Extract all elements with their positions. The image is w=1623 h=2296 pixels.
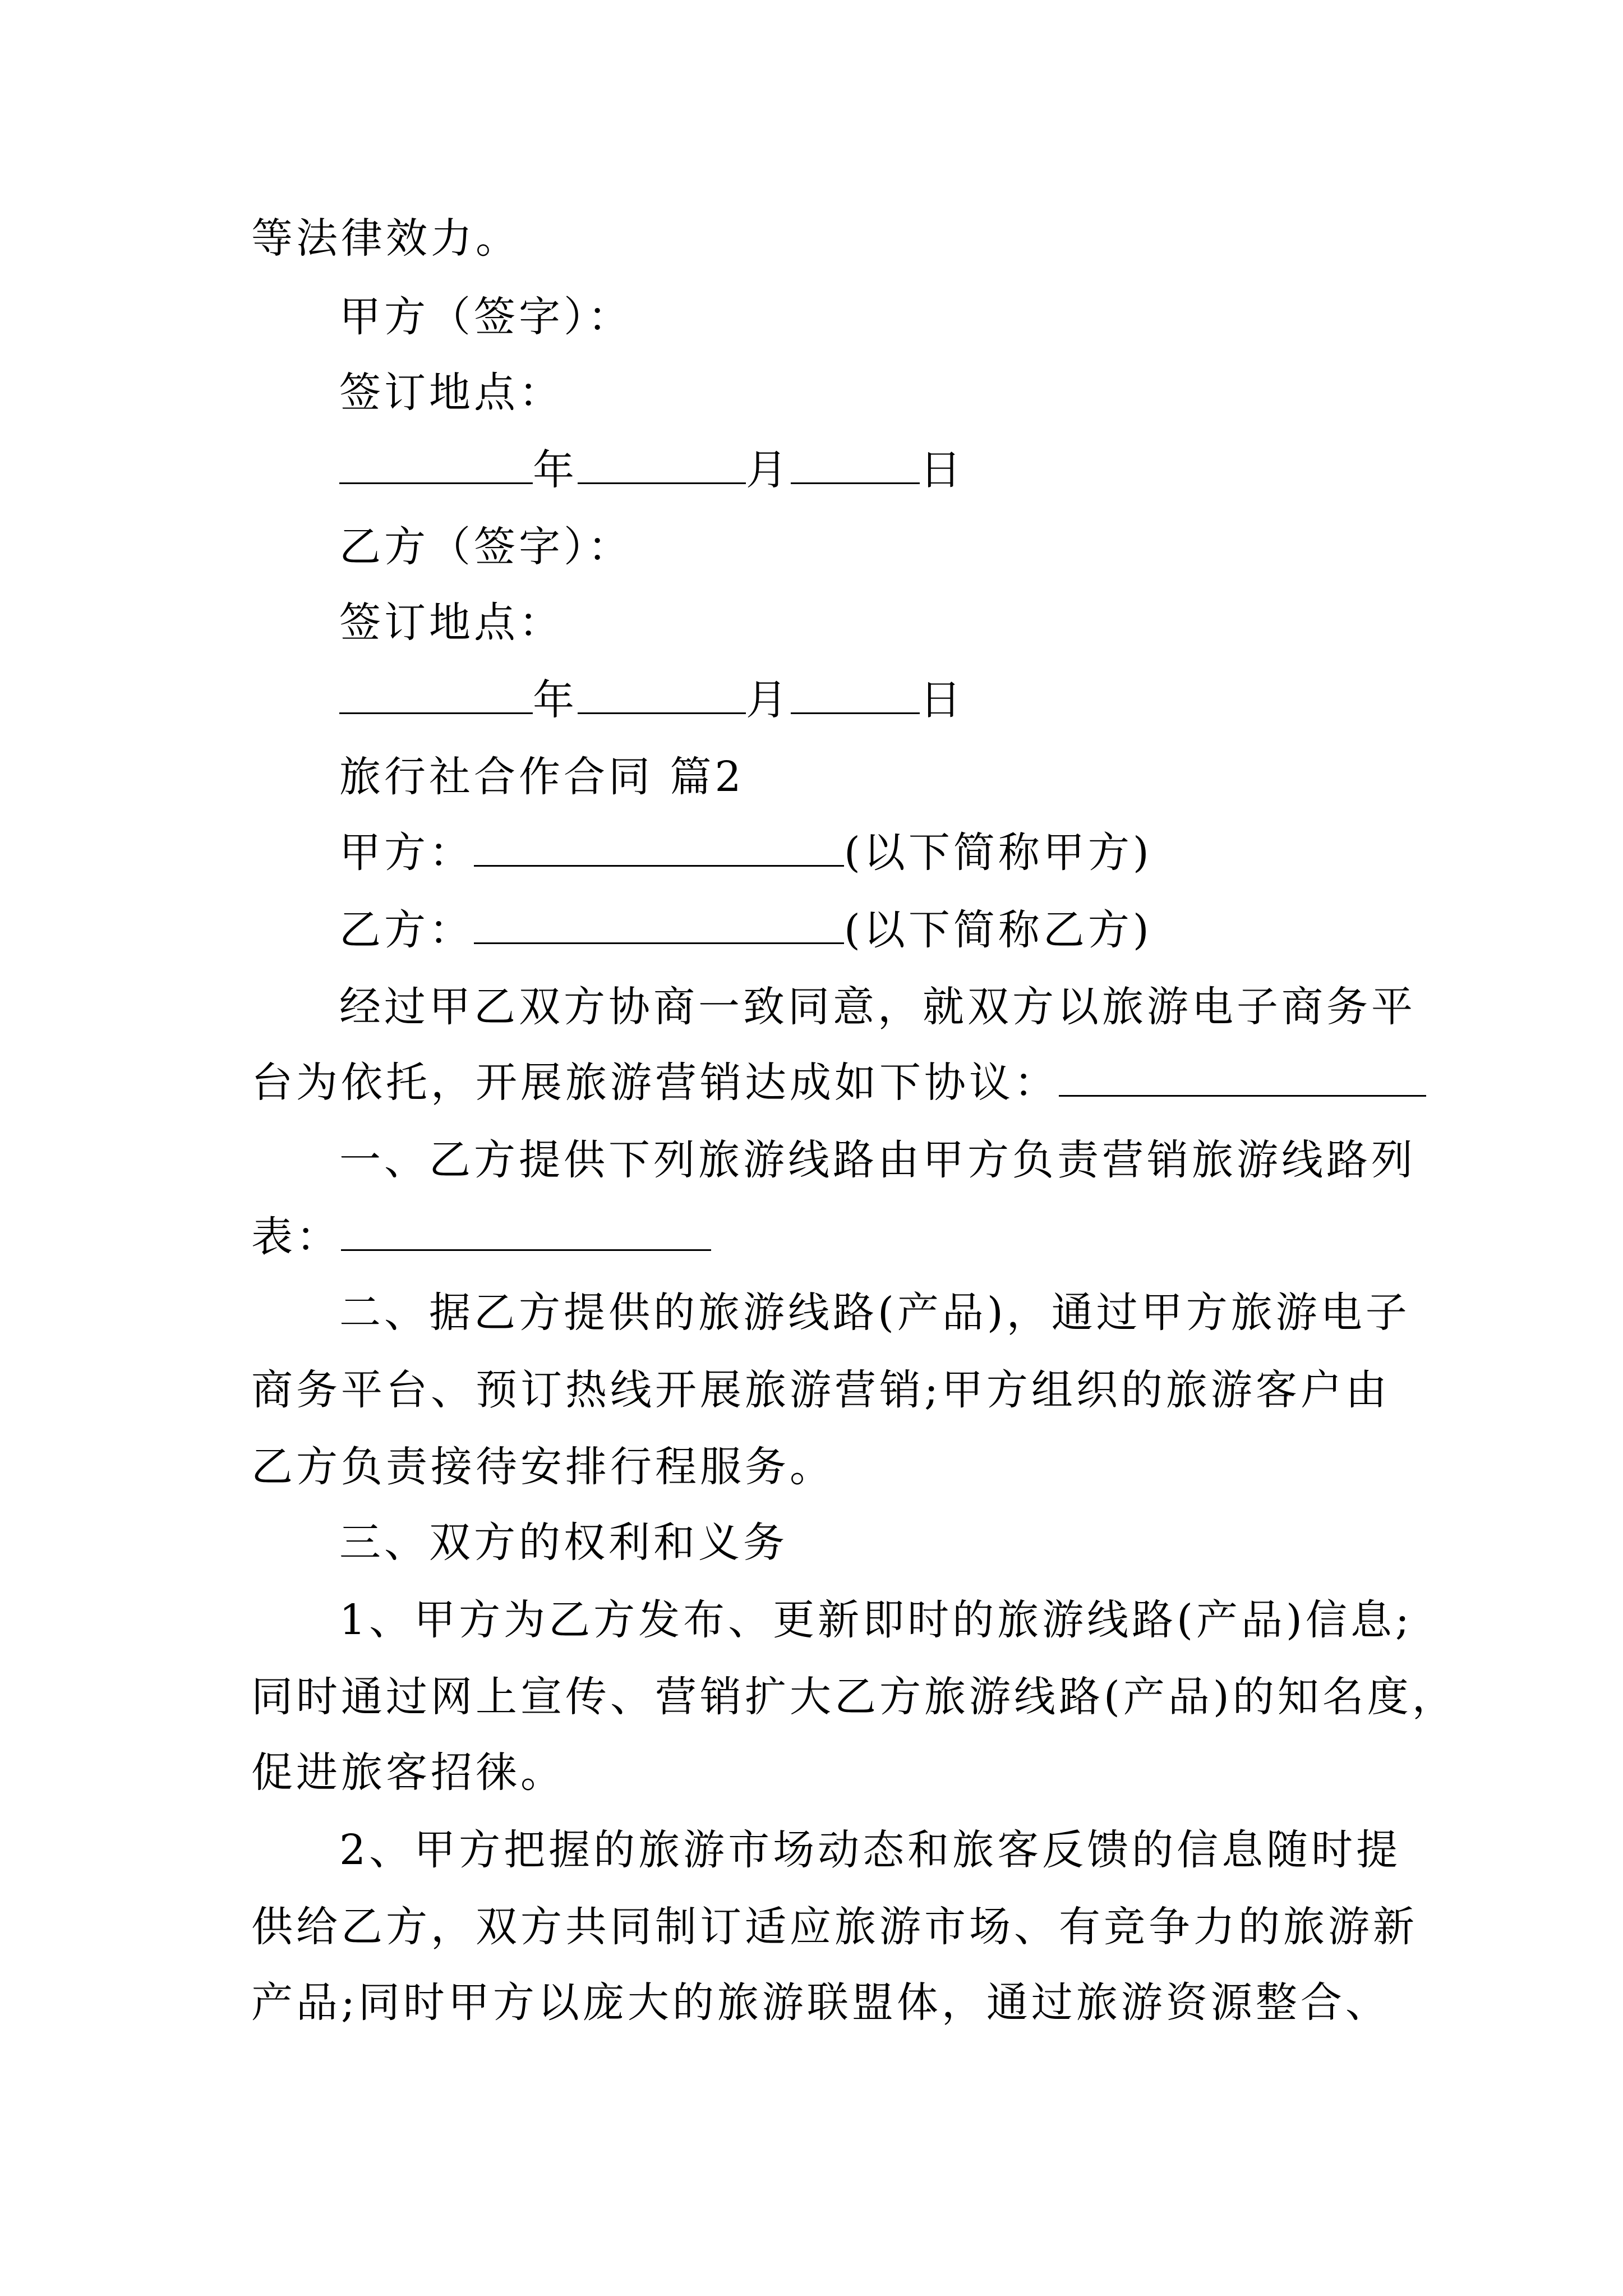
text-line: 等法律效力。 — [251, 214, 520, 263]
agreement-blank — [1059, 1057, 1426, 1097]
party-a-line — [339, 825, 1152, 881]
year-label: 年 — [533, 676, 578, 724]
paragraph-line: 乙方负责接待安排行程服务。 — [251, 1443, 834, 1491]
paragraph-line: 商务平台、预订热线开展旅游营销;甲方组织的旅游客户由 — [251, 1366, 1390, 1414]
month-label: 月 — [746, 676, 791, 724]
day-blank — [791, 674, 920, 714]
party-b-line — [339, 902, 1152, 958]
party-b-suffix: (以下简称乙方) — [844, 906, 1152, 954]
paragraph-line: 2、甲方把握的旅游市场动态和旅客反馈的信息随时提 — [339, 1826, 1401, 1874]
paragraph-line — [251, 1055, 1426, 1111]
party-a-label: 甲方： — [339, 829, 474, 877]
route-list-blank — [341, 1211, 711, 1251]
party-b-signature-label: 乙方（签字）： — [339, 523, 633, 571]
paragraph-line: 促进旅客招徕。 — [251, 1749, 565, 1797]
party-a-suffix: (以下简称甲方) — [844, 829, 1152, 877]
paragraph-text: 表： — [251, 1213, 341, 1261]
signing-place-label: 签订地点： — [339, 369, 564, 417]
year-label: 年 — [533, 446, 578, 494]
paragraph-line: 1、甲方为乙方发布、更新即时的旅游线路(产品)信息; — [339, 1596, 1413, 1644]
party-b-label: 乙方： — [339, 906, 474, 954]
party-b-blank — [474, 904, 844, 944]
year-blank — [339, 674, 533, 714]
signing-place-label: 签订地点： — [339, 599, 564, 647]
paragraph-line: 经过甲乙双方协商一致同意，就双方以旅游电子商务平 — [339, 983, 1416, 1031]
paragraph-text: 台为依托，开展旅游营销达成如下协议： — [251, 1059, 1059, 1107]
party-a-blank — [474, 827, 844, 867]
paragraph-line: 产品;同时甲方以庞大的旅游联盟体，通过旅游资源整合、 — [251, 1978, 1390, 2027]
day-label: 日 — [920, 446, 965, 494]
paragraph-line: 二、据乙方提供的旅游线路(产品)，通过甲方旅游电子 — [339, 1289, 1410, 1337]
month-blank — [578, 444, 746, 484]
section-title: 旅行社合作合同 篇2 — [339, 753, 745, 801]
month-label: 月 — [746, 446, 791, 494]
month-blank — [578, 674, 746, 714]
day-label: 日 — [920, 676, 965, 724]
paragraph-line — [251, 1209, 711, 1265]
paragraph-line: 供给乙方，双方共同制订适应旅游市场、有竞争力的旅游新 — [251, 1903, 1418, 1951]
section-heading: 三、双方的权利和义务 — [339, 1519, 788, 1567]
day-blank — [791, 444, 920, 484]
date-line — [339, 442, 965, 498]
date-line — [339, 672, 965, 728]
paragraph-line: 一、乙方提供下列旅游线路由甲方负责营销旅游线路列 — [339, 1136, 1416, 1184]
year-blank — [339, 444, 533, 484]
party-a-signature-label: 甲方（签字）： — [339, 293, 633, 341]
paragraph-line: 同时通过网上宣传、营销扩大乙方旅游线路(产品)的知名度， — [251, 1673, 1457, 1721]
